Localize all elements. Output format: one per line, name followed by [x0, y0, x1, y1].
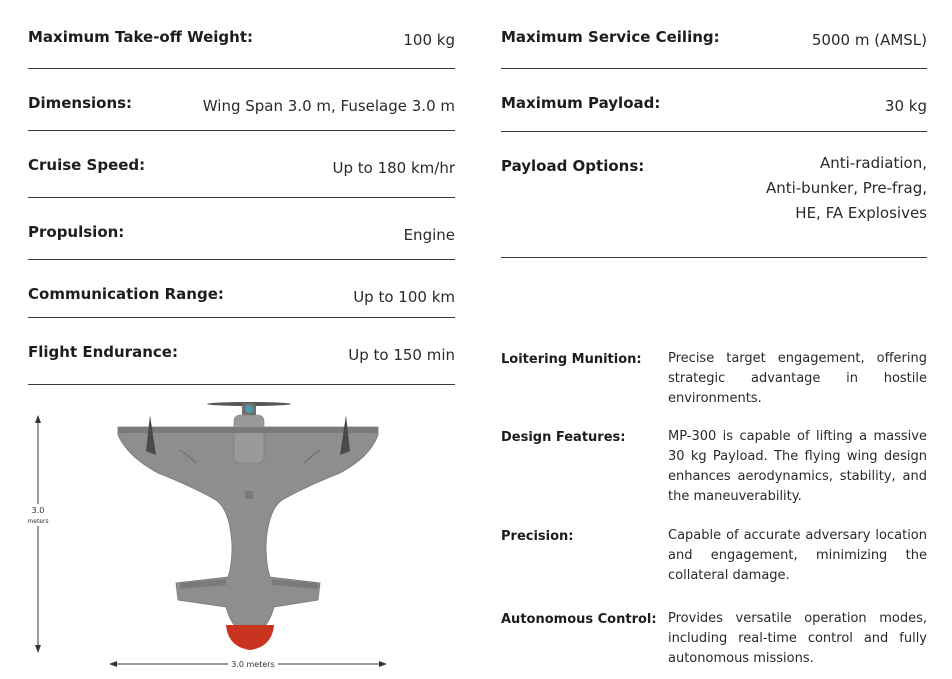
spec-row-propulsion [28, 198, 455, 260]
height-unit: meters [27, 518, 49, 525]
payload-option-line: Anti-bunker, Pre-frag, [765, 179, 927, 197]
feature-loitering-munition [501, 349, 927, 427]
spec-value: Up to 100 km [353, 288, 455, 306]
feature-label: Design Features: [501, 430, 626, 445]
width-label: 3.0 meters [231, 660, 275, 669]
spec-value-lines [766, 151, 927, 226]
spec-value: 100 kg [403, 31, 455, 49]
spec-label: Flight Endurance: [28, 343, 178, 361]
feature-label: Loitering Munition: [501, 352, 642, 367]
spec-row-max-payload [501, 69, 927, 132]
drone-nose [226, 625, 274, 650]
payload-option-line: Anti-radiation, [820, 154, 927, 172]
feature-design-features [501, 427, 927, 526]
spec-label: Maximum Take-off Weight: [28, 28, 254, 46]
feature-desc: Precise target engagement, offering strategic advantage in hostile environments. [668, 351, 927, 406]
spec-row-flight-endurance [28, 318, 455, 385]
spec-row-cruise-speed [28, 131, 455, 198]
spec-label: Maximum Payload: [501, 94, 661, 112]
height-value: 3.0 [31, 506, 45, 515]
spec-value: 5000 m (AMSL) [811, 31, 927, 49]
spec-value: 30 kg [884, 97, 927, 115]
feature-precision [501, 526, 927, 609]
drone-illustration [20, 395, 460, 672]
spec-value: Engine [403, 226, 455, 244]
features-list [501, 349, 927, 679]
spec-row-dimensions [28, 69, 455, 131]
specs-right [501, 0, 927, 258]
spec-label: Propulsion: [28, 223, 125, 241]
drone-body [118, 415, 378, 627]
spec-value: Wing Span 3.0 m, Fuselage 3.0 m [202, 97, 455, 115]
spec-value: Up to 150 min [348, 346, 455, 364]
feature-desc: Provides versatile operation modes, including real-time control and fully autonomous missions. [668, 611, 927, 666]
spec-row-max-service-ceiling [501, 0, 927, 69]
feature-label: Precision: [501, 529, 574, 544]
height-dimension-line [35, 415, 41, 653]
feature-autonomous-control [501, 609, 927, 679]
feature-desc: MP-300 is capable of lifting a massive 30 kg Payload. The flying wing design enhances aerodynamics, stability, and the maneuverability. [668, 429, 927, 504]
feature-label: Autonomous Control: [501, 612, 657, 627]
spec-row-payload-options [501, 132, 927, 258]
spec-row-max-takeoff-weight [28, 0, 455, 69]
drone-diagram [20, 395, 460, 672]
spec-label: Cruise Speed: [28, 156, 146, 174]
spec-label: Maximum Service Ceiling: [501, 28, 720, 46]
spec-label: Payload Options: [501, 157, 645, 175]
feature-desc: Capable of accurate adversary location and engagement, minimizing the collateral damage. [668, 528, 927, 583]
spec-value: Up to 180 km/hr [332, 159, 455, 177]
payload-option-line: HE, FA Explosives [795, 204, 927, 222]
spec-row-communication-range [28, 260, 455, 318]
spec-label: Dimensions: [28, 94, 133, 112]
spec-label: Communication Range: [28, 285, 224, 303]
specs-left [28, 0, 455, 385]
